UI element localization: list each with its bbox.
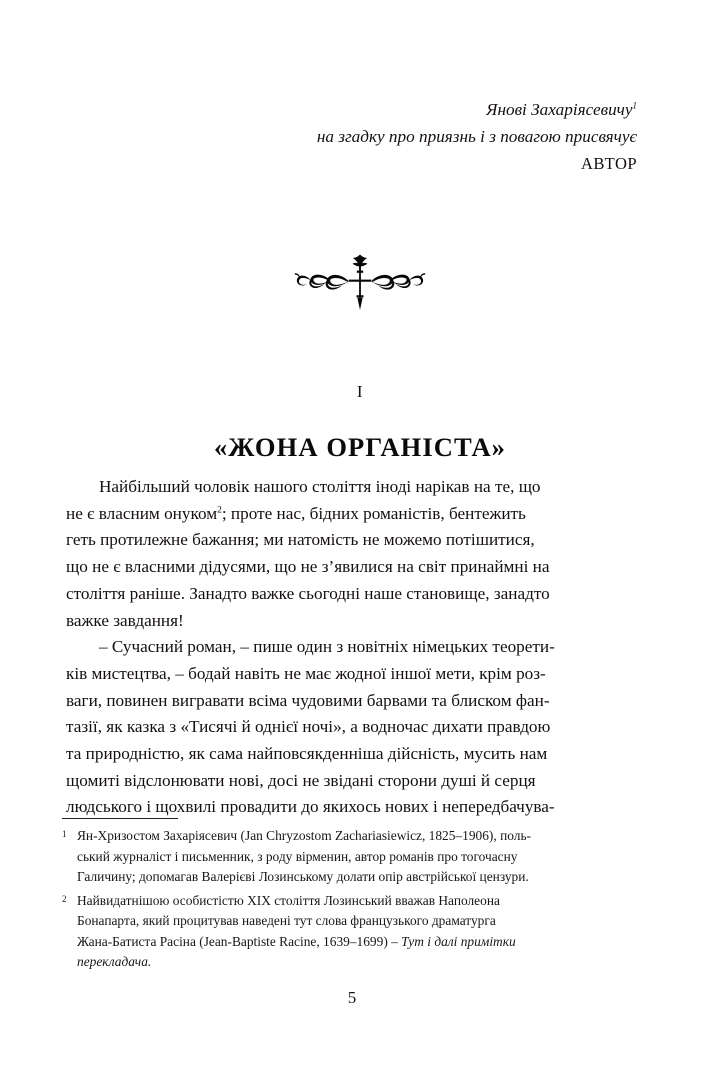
body-footnote-marker: 2	[217, 504, 222, 515]
footnote-1-line-1: Ян-Хризостом Захаріясевич (Jan Chryzostom Zachariasiewicz, 1825–1906), поль-	[77, 828, 532, 843]
footnote-1-line-2: ський журналіст і письменник, з роду вірменин, автор романів про тогочасну	[77, 848, 518, 864]
dedication-block	[66, 96, 637, 177]
paragraph-1-line-6: важке завдання!	[66, 610, 184, 630]
paragraph-1-line-4: що не є власними дідусями, що не з’явилися на світ принаймні на	[66, 557, 550, 577]
paragraph-2-line-5: та природністю, як сама найповсякденніша дійсність, мусить нам	[66, 744, 548, 764]
dedication-footnote-marker: 1	[632, 100, 637, 111]
paragraph-2-line-3: ваги, повинен вигравати всіма чудовими барвами та блиском фан-	[66, 690, 550, 710]
body-text	[66, 474, 656, 821]
footnote-area	[62, 818, 660, 976]
floral-flourish-divider-icon	[245, 252, 475, 314]
dedication-line-1	[66, 96, 637, 123]
footnote-2-italic-last: перекладача.	[77, 954, 152, 969]
footnote-2-line-4	[77, 952, 660, 973]
paragraph-1-line-3: геть протилежне бажання; ми натомість не можемо потішитися,	[66, 530, 535, 550]
footnote-separator-rule	[62, 818, 178, 819]
footnote-2-line-3	[77, 932, 660, 953]
dedication-line-2: на згадку про приязнь і з повагою присвячує	[316, 127, 637, 146]
paragraph-2-line-1: – Сучасний роман, – пише один з новітніх німецьких теорети-	[99, 637, 555, 657]
paragraph-2	[66, 634, 656, 821]
footnote-1-marker: 1	[62, 829, 67, 839]
paragraph-1-line-5: століття раніше. Занадто важке сьогодні наше становище, занадто	[66, 583, 550, 603]
dedication-line-1-text: Янові Захаріясевичу	[486, 100, 633, 119]
paragraph-2-line-4: тазії, як казка з «Тисячі й однієї ночі», а водночас дихати правдою	[66, 717, 551, 737]
footnote-item-2	[62, 891, 660, 973]
paragraph-2-line-2: ків мистецтва, – бодай навіть не має жодної іншої мети, крім роз-	[66, 663, 546, 683]
footnote-1-line-3: Галичину; допомагав Валерієві Лозинському долати опір австрійської цензури.	[77, 869, 529, 884]
chapter-number: I	[356, 382, 364, 401]
page-folio	[0, 988, 720, 1008]
paragraph-2-line-7: людського і щохвилі провадити до якихось нових і непередбачува-	[66, 797, 555, 817]
footnote-2-line-3-text: Жана-Батиста Расіна (Jean-Baptiste Racine, 1639–1699) –	[77, 933, 402, 949]
footnote-2-line-1: Найвидатнішою особистістю XIX століття Лозинський вважав Наполеона	[77, 892, 500, 908]
paragraph-1-line-1: Найбільший чоловік нашого століття іноді нарікав на те, що	[99, 477, 541, 496]
paragraph-2-line-6: щомиті відслонювати нові, досі не звідані сторони душі й серця	[66, 770, 536, 790]
footnote-2-line-2: Бонапарта, який процитував наведені тут слова французького драматурга	[77, 913, 496, 928]
paragraph-1	[66, 474, 656, 634]
page-folio-number: 5	[347, 988, 357, 1007]
dedication-author: АВТОР	[581, 154, 637, 173]
footnote-2-italic-tail: Тут і далі примітки	[401, 933, 516, 949]
footnote-item-1	[62, 826, 660, 888]
paragraph-1-line-2: не є власним онуком$^2$; проте нас, бідних романістів, бентежить	[66, 503, 526, 523]
footnote-2-marker: 2	[62, 893, 67, 904]
ornament-divider	[0, 252, 720, 314]
chapter-title: «ЖОНА ОРГАНІСТА»	[213, 431, 507, 462]
